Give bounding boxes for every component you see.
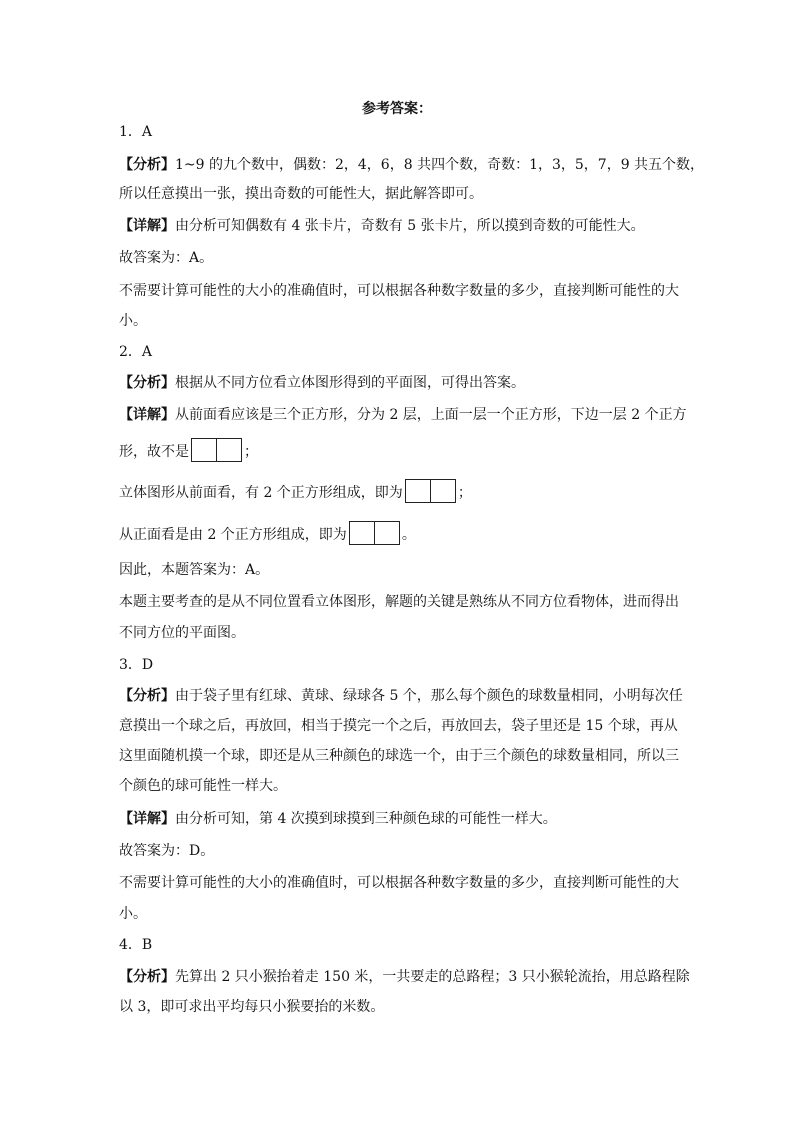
q3-analysis-line-3: 这里面随机摸一个球，即还是从三种颜色的球选一个，由于三个颜色的球数量相同，所以三 [119,748,679,764]
page-title: 参考答案： [362,101,432,117]
square-cell [406,480,430,502]
q1-answer: 故答案为：A。 [119,250,214,266]
q2-front-view-end: ； [457,485,472,501]
q3-number: 3．D [119,657,154,673]
q1-note-line-1: 不需要计算可能性的大小的准确值时，可以根据各种数字数量的多少，直接判断可能性的大 [119,283,679,299]
q3-detail-line [119,809,557,829]
q3-detail-text: 由分析可知，第 4 次摸到球摸到三种颜色球的可能性一样大。 [175,811,557,827]
q3-note-line-1: 不需要计算可能性的大小的准确值时，可以根据各种数字数量的多少，直接判断可能性的大 [119,875,679,891]
square-cell [350,522,374,544]
q1-analysis-text-1: 1~9 的九个数中，偶数：2，4，6，8 共四个数，奇数：1，3，5，7，9 共五个数， [175,157,705,173]
square-cell [216,439,241,461]
q2-analysis-text: 根据从不同方位看立体图形得到的平面图，可得出答案。 [175,375,525,391]
square-cell [430,480,455,502]
q2-note-line-1: 本题主要考查的是从不同位置看立体图形，解题的关键是熟练从不同方位看物体，进而得出 [119,594,679,610]
q1-number: 1．A [119,124,153,140]
q4-analysis-line-2: 以 3，即可求出平均每只小猴要抬的米数。 [119,999,385,1015]
q2-front-view-line [119,481,472,505]
q3-analysis-line-4: 个颜色的球可能性一样大。 [119,778,287,794]
q3-analysis-line-2: 意摸出一个球之后，再放回，相当于摸完一个之后，再放回去，袋子里还是 15 个球，再从 [119,718,678,734]
q1-analysis-line-1 [119,155,704,175]
q1-analysis-line-2: 所以任意摸出一张，摸出奇数的可能性大，据此解答即可。 [119,186,483,202]
analysis-tag: 【分析】 [119,688,175,704]
q2-detail-text-2-end: ； [244,444,258,460]
detail-tag: 【详解】 [119,407,175,423]
q3-note-line-2: 小。 [119,906,147,922]
q1-note-line-2: 小。 [119,313,147,329]
q2-note-line-2: 不同方位的平面图。 [119,625,245,641]
q2-face-view-line [119,523,416,547]
q4-analysis-line-1 [119,967,690,987]
q3-analysis-text-1: 由于袋子里有红球、黄球、绿球各 5 个，那么每个颜色的球数量相同，小明每次任 [175,688,683,704]
q3-analysis-line-1 [119,686,683,706]
q2-front-view-text: 立体图形从前面看，有 2 个正方形组成，即为 [119,485,403,501]
detail-tag: 【详解】 [119,811,175,827]
q2-detail-line-2 [119,440,258,464]
q2-detail-text-2: 形，故不是 [119,444,189,460]
q4-number: 4．B [119,937,153,953]
q2-number: 2．A [119,344,153,360]
two-square-figure [349,521,400,545]
q4-analysis-text-1: 先算出 2 只小猴抬着走 150 米，一共要走的总路程；3 只小猴轮流抬，用总路程除 [175,969,690,985]
detail-tag: 【详解】 [119,218,175,234]
two-square-figure [191,438,242,462]
analysis-tag: 【分析】 [119,375,175,391]
analysis-tag: 【分析】 [119,969,175,985]
q2-face-view-end: 。 [401,527,416,543]
q2-answer: 因此，本题答案为：A。 [119,562,270,578]
q2-detail-text-1: 从前面看应该是三个正方形，分为 2 层，上面一层一个正方形，下边一层 2 个正方 [175,407,687,423]
q2-face-view-text: 从正面看是由 2 个正方形组成，即为 [119,527,347,543]
q2-analysis-line [119,373,525,393]
square-cell [374,522,399,544]
analysis-tag: 【分析】 [119,157,175,173]
q1-detail-text: 由分析可知偶数有 4 张卡片，奇数有 5 张卡片，所以摸到奇数的可能性大。 [175,218,645,234]
q3-answer: 故答案为：D。 [119,843,215,859]
q1-detail-line [119,216,645,236]
square-cell [192,439,216,461]
two-square-figure [405,479,456,503]
q2-detail-line-1 [119,405,687,425]
